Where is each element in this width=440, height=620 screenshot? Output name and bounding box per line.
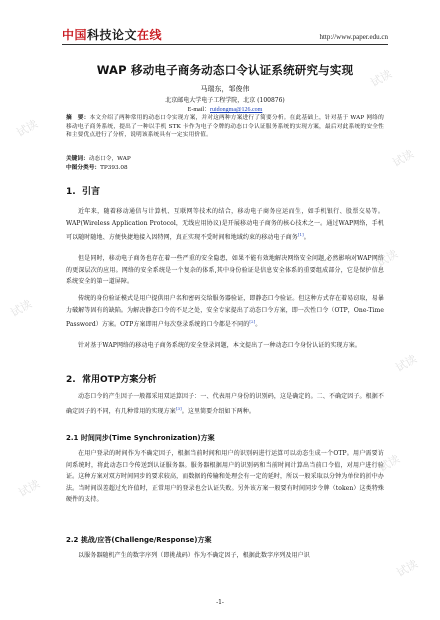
watermark: 试读	[394, 557, 421, 580]
subsection-heading-challenge: 2.2 挑战/应答(Challenge/Response)方案	[66, 536, 212, 544]
header-divider	[62, 44, 388, 45]
page-header	[62, 24, 388, 44]
abstract-text: 本文介绍了两种常用的动态口令实现方案，并对这两种方案进行了简要分析。在此基础上，针对基于 WAP 网络的移动电子商务系统，提出了一种以手机 STK 卡作为电子令牌的动态口令认证服务系统的实现方案，最后对此系统的安全性和主要优点进行了分析，说明该系统具有一定实用价值。	[66, 115, 384, 138]
site-logo[interactable]: 中国科技论文在线	[62, 28, 163, 42]
watermark: 试读	[14, 117, 41, 140]
abstract-block	[66, 114, 384, 140]
watermark: 试读	[393, 352, 420, 375]
watermark: 试读	[374, 247, 401, 270]
paragraph: 传统的身份验证模式是用户提供用户名和密码交给服务器验证，即静态口令验证。但这种方式存在着易窃取，易暴力破解等固有的缺陷。为解决静态口令的不足之处，安全专家提出了动态口令方案，即一次性口令（OTP，One-Time Password）方案。OTP方案即用户每次登录系统的口令都是不同的[2]。	[66, 295, 384, 329]
email-link[interactable]: ruidongma@126.com	[209, 107, 263, 113]
citation-link[interactable]: [1]	[297, 232, 304, 238]
classification-line: 中图分类号：TP393.08	[66, 165, 128, 171]
paper-authors: 马瑞东，邹俊伟	[200, 85, 250, 93]
section-heading-intro: 1. 引言	[66, 187, 100, 197]
watermark: 试读	[16, 477, 43, 500]
abstract-label: 摘 要：	[66, 115, 90, 121]
section-heading-otp: 2. 常用OTP方案分析	[66, 375, 157, 385]
paragraph: 动态口令的产生因子一般都采用双运算因子：一、代表用户身份的识别码，这是确定的。二、不确定因子。根据不确定因子的不同，有几种常用的实现方案[3]。这里简要介绍如下两种。	[66, 393, 384, 415]
paragraph: 但是同时，移动电子商务也存在着一些严重的安全隐患，如果不能有效地解决网络安全问题,必然影响对WAP网络的更深层次的应用。网络的安全系统是一个复杂的体系,其中身份验证是信息安全体系的重要组成部分，它是保护信息系统安全的第一道屏障。	[66, 255, 384, 286]
watermark: 试读	[390, 147, 417, 170]
citation-link[interactable]: [3]	[175, 405, 182, 411]
watermark: 试读	[8, 297, 35, 320]
citation-link[interactable]: [2]	[249, 319, 256, 325]
paragraph: 近年来，随着移动通信与计算机、互联网等技术的结合，移动电子商务应运而生，如手机银行、股票交易等。WAP(Wireless Application Protocol，无线应用协议)是开展移动电子商务的核心技术之一。通过WAP网络，手机可以随时随地、方便快捷地接入因特网，真正实现不受时间和地域约束的移动电子商务[1]。	[66, 208, 384, 242]
page-number: -1-	[216, 599, 224, 606]
paragraph: 在用户登录的时间作为不确定因子，根据当前时间和用户的识别码进行运算可以动态生成一个OTP。用户需要访问系统时，将此动态口令传送到认证服务器。服务器根据用户的识别码和当前时间计算出当前口令值，对用户进行验证。这种方案对双方时间同步的要求较高，而数据的传输和处理会有一定的延时，所以一般采取以分钟为单位的折中办法。当时间误差超过允许值时，正常用户的登录也会认证失败。另外该方案一般要有时间同步令牌（token）这类特殊硬件的支持。	[66, 450, 384, 504]
paragraph: 以服务器随机产生的数字序列（即挑战码）作为不确定因子，根据此数字序列及用户识	[78, 552, 310, 559]
watermark: 试读	[376, 452, 403, 475]
paragraph: 针对基于WAP网络的移动电子商务系统的安全登录问题，本文提出了一种动态口令身份认证的实现方案。	[78, 342, 361, 349]
header-url-link[interactable]: http://www.paper.edu.cn	[319, 33, 388, 41]
subsection-heading-time-sync: 2.1 时间同步(Time Synchronization)方案	[66, 434, 215, 442]
watermark: 试读	[368, 67, 395, 90]
keywords-line: 关键词：动态口令，WAP	[66, 156, 131, 162]
author-email: E-mail：ruidongma@126.com	[187, 107, 263, 113]
paper-title: WAP 移动电子商务动态口令认证系统研究与实现	[96, 63, 354, 77]
paper-affiliation: 北京邮电大学电子工程学院，北京 (100876)	[165, 97, 285, 104]
